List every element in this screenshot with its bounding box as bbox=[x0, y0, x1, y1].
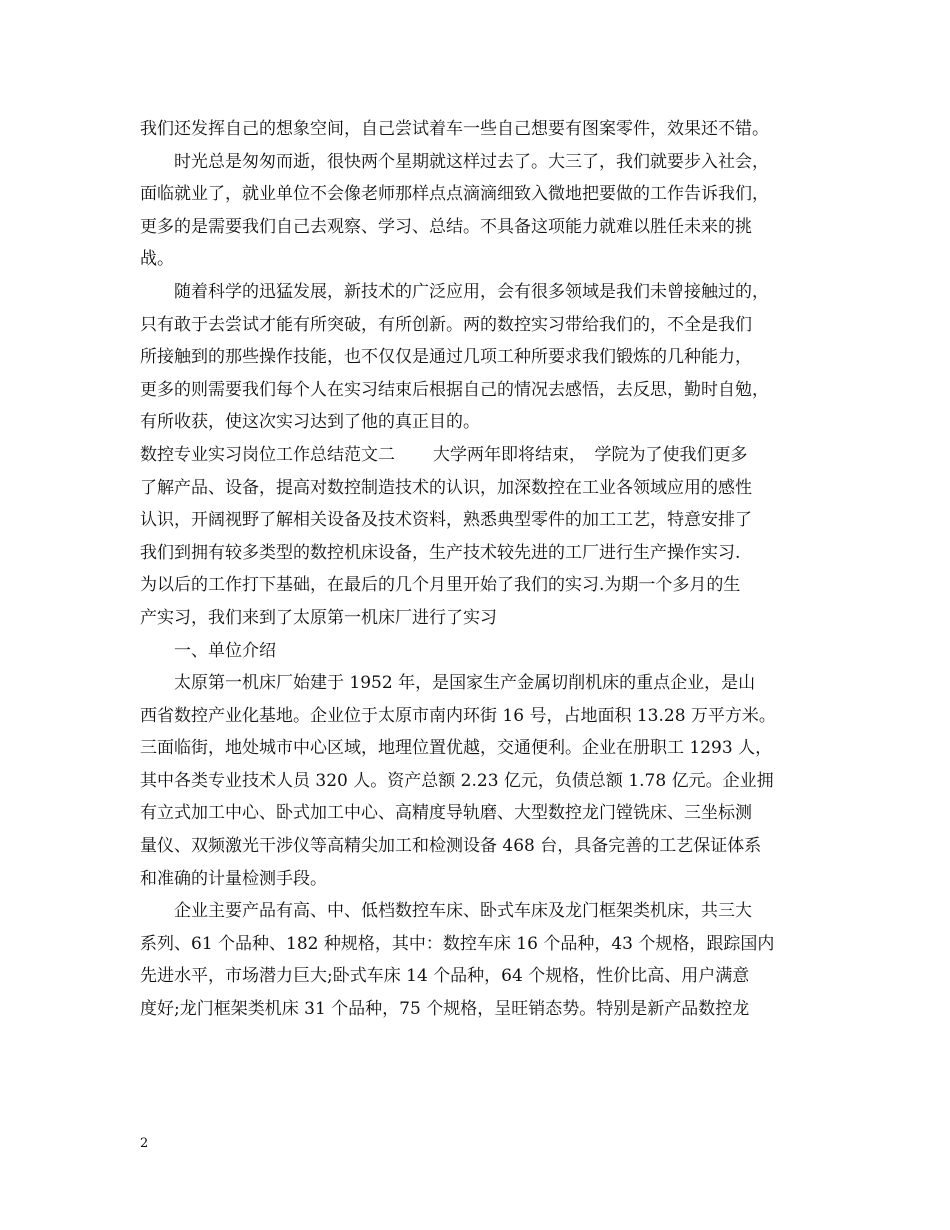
text-line: 随着科学的迅猛发展，新技术的广泛应用，会有很多领域是我们未曾接触过的， bbox=[174, 281, 769, 302]
text-line: 更多的则需要我们每个人在实习结束后根据自己的情况去感悟，去反思，勤时自勉， bbox=[140, 379, 769, 400]
text-line: 三面临街，地处城市中心区域，地理位置优越，交通便利。企业在册职工 1293 人， bbox=[140, 738, 773, 759]
subheading-line: 一、单位介绍 bbox=[174, 640, 276, 661]
text-line: 为以后的工作打下基础，在最后的几个月里开始了我们的实习.为期一个多月的生 bbox=[140, 575, 741, 596]
text-line: 面临就业了，就业单位不会像老师那样点点滴滴细致入微地把要做的工作告诉我们， bbox=[140, 184, 769, 205]
section-intro: 大学两年即将结束， 学院为了使我们更多 bbox=[433, 444, 748, 465]
page-number: 2 bbox=[140, 1136, 149, 1151]
text-line: 先进水平，市场潜力巨大;卧式车床 14 个品种，64 个规格，性价比高、用户满意 bbox=[140, 966, 750, 987]
text-line: 认识，开阔视野了解相关设备及技术资料，熟悉典型零件的加工工艺，特意安排了 bbox=[140, 510, 752, 531]
text-line: 产实习，我们来到了太原第一机床厂进行了实习 bbox=[140, 607, 497, 628]
text-line: 有立式加工中心、卧式加工中心、高精度导轨磨、大型数控龙门镗铣床、三坐标测 bbox=[140, 803, 752, 824]
text-line: 系列、61 个品种、182 种规格，其中：数控车床 16 个品种，43 个规格，跟踪国内 bbox=[140, 933, 775, 954]
text-line: 量仪、双频激光干涉仪等高精尖加工和检测设备 468 台，具备完善的工艺保证体系 bbox=[140, 836, 762, 857]
document-body bbox=[140, 113, 830, 1026]
text-line: 其中各类专业技术人员 320 人。资产总额 2.23 亿元，负债总额 1.78 亿元。企业拥 bbox=[140, 770, 774, 791]
text-line: 西省数控产业化基地。企业位于太原市南内环街 16 号，占地面积 13.28 万平方米。 bbox=[140, 705, 776, 726]
text-line: 了解产品、设备，提高对数控制造技术的认识，加深数控在工业各领域应用的感性 bbox=[140, 477, 752, 498]
text-line: 企业主要产品有高、中、低档数控车床、卧式车床及龙门框架类机床，共三大 bbox=[174, 901, 752, 922]
section-heading-line bbox=[140, 439, 830, 472]
text-line: 有所收获，使这次实习达到了他的真正目的。 bbox=[140, 412, 480, 433]
text-line: 所接触到的那些操作技能，也不仅仅是通过几项工种所要求我们锻炼的几种能力， bbox=[140, 347, 752, 368]
text-line: 度好;龙门框架类机床 31 个品种，75 个规格，呈旺销态势。特别是新产品数控龙 bbox=[140, 999, 750, 1020]
text-line: 我们还发挥自己的想象空间，自己尝试着车一些自己想要有图案零件，效果还不错。 bbox=[140, 119, 769, 139]
text-line: 更多的是需要我们自己去观察、学习、总结。不具备这项能力就难以胜任未来的挑 bbox=[140, 216, 752, 237]
text-line: 太原第一机床厂始建于 1952 年，是国家生产金属切削机床的重点企业，是山 bbox=[174, 673, 756, 694]
text-line: 只有敢于去尝试才能有所突破，有所创新。两的数控实习带给我们的，不全是我们 bbox=[140, 314, 752, 335]
text-line: 和准确的计量检测手段。 bbox=[140, 868, 327, 889]
text-line: 时光总是匆匆而逝，很快两个星期就这样过去了。大三了，我们就要步入社会， bbox=[174, 151, 769, 172]
text-line: 战。 bbox=[140, 249, 174, 270]
text-line: 我们到拥有较多类型的数控机床设备，生产技术较先进的工厂进行生产操作实习. bbox=[140, 542, 741, 563]
section-title: 数控专业实习岗位工作总结范文二 bbox=[140, 444, 395, 465]
